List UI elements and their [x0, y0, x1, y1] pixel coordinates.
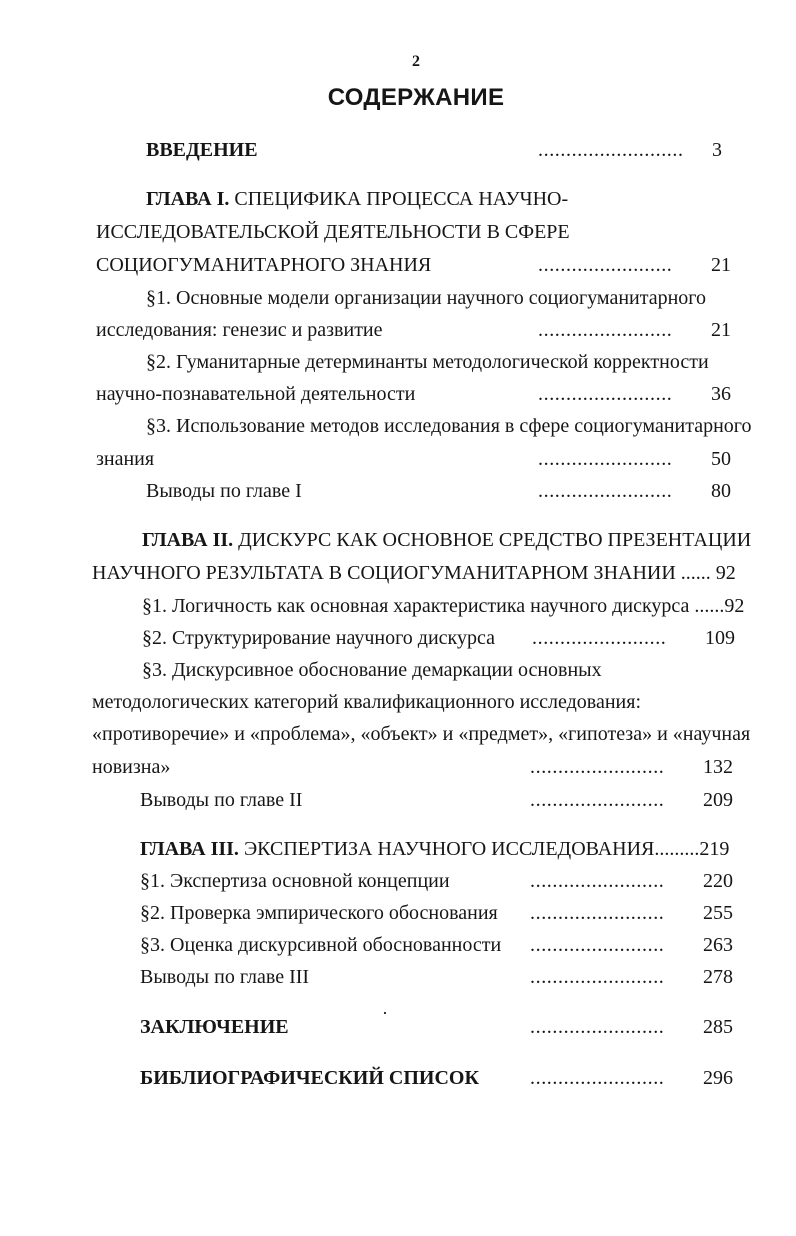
toc-ch1-s2-line2: научно-познавательной деятельности	[96, 383, 416, 405]
toc-leader: ........................	[538, 480, 673, 502]
toc-leader: ........................	[538, 319, 673, 341]
toc-leader: ........................	[530, 1067, 665, 1089]
toc-ch2-s1: §1. Логичность как основная характеристика научного дискурса ......92	[142, 595, 745, 617]
toc-ch1-s2-line1: §2. Гуманитарные детерминанты методологической корректности	[146, 351, 709, 373]
toc-chapter2-line2: НАУЧНОГО РЕЗУЛЬТАТА В СОЦИОГУМАНИТАРНОМ ЗНАНИИ ...... 92	[92, 562, 736, 584]
page-number: 2	[412, 53, 420, 70]
toc-chapter1-title-2: ИССЛЕДОВАТЕЛЬСКОЙ ДЕЯТЕЛЬНОСТИ В СФЕРЕ	[96, 221, 570, 243]
toc-ch2-s2-page: 109	[705, 627, 735, 649]
toc-leader: ........................	[532, 627, 667, 649]
toc-ch1-s3-page: 50	[711, 448, 731, 470]
toc-intro-page: 3	[712, 139, 722, 161]
toc-ch3-s2-label: §2. Проверка эмпирического обоснования	[140, 902, 498, 924]
toc-chapter1-line1	[146, 187, 568, 211]
toc-ch1-s3-line2: знания	[96, 448, 155, 470]
toc-leader: ........................	[530, 1016, 665, 1038]
toc-ch2-conclusion-label: Выводы по главе II	[140, 789, 303, 811]
toc-leader: ..........................	[538, 139, 684, 161]
toc-bibliography-label: БИБЛИОГРАФИЧЕСКИЙ СПИСОК	[140, 1067, 479, 1089]
toc-chapter1-prefix: ГЛАВА I.	[146, 188, 230, 210]
toc-chapter2-prefix: ГЛАВА II.	[142, 529, 234, 551]
toc-bibliography-page: 296	[703, 1067, 733, 1089]
toc-ch2-s2-label: §2. Структурирование научного дискурса	[142, 627, 495, 649]
toc-ch2-s3-line2: методологических категорий квалификационного исследования:	[92, 691, 642, 713]
toc-chapter3-page: 219	[699, 838, 730, 860]
toc-chapter1-title-3: СОЦИОГУМАНИТАРНОГО ЗНАНИЯ	[96, 254, 432, 276]
toc-chapter2-line1	[142, 528, 751, 552]
toc-ch3-s3-label: §3. Оценка дискурсивной обоснованности	[140, 934, 502, 956]
toc-ch3-s1-label: §1. Экспертиза основной концепции	[140, 870, 450, 892]
toc-ch3-s1-page: 220	[703, 870, 733, 892]
toc-ch1-s1-page: 21	[711, 319, 731, 341]
toc-ch1-s1-line2: исследования: генезис и развитие	[96, 319, 383, 341]
toc-leader: ........................	[530, 756, 665, 778]
toc-leader: ........................	[538, 448, 673, 470]
toc-ch2-s3-page: 132	[703, 756, 733, 778]
toc-ch1-s3-line1: §3. Использование методов исследования в сфере социогуманитарного	[146, 415, 752, 437]
toc-leader: ........................	[530, 902, 665, 924]
toc-ch3-s2-page: 255	[703, 902, 733, 924]
toc-ch1-s1-line1: §1. Основные модели организации научного социогуманитарного	[146, 287, 706, 309]
toc-ch1-conclusion-label: Выводы по главе I	[146, 480, 302, 502]
toc-ch3-conclusion-page: 278	[703, 966, 733, 988]
toc-chapter1-title-1: СПЕЦИФИКА ПРОЦЕССА НАУЧНО-	[229, 188, 569, 210]
toc-ch1-conclusion-page: 80	[711, 480, 731, 502]
toc-chapter3-title: ЭКСПЕРТИЗА НАУЧНОГО ИССЛЕДОВАНИЯ	[238, 838, 655, 860]
toc-ch2-s3-line1: §3. Дискурсивное обоснование демаркации основных	[142, 659, 602, 681]
toc-leader: ........................	[530, 966, 665, 988]
toc-final-page: 285	[703, 1016, 733, 1038]
toc-chapter1-page: 21	[711, 254, 731, 276]
toc-ch3-s3-page: 263	[703, 934, 733, 956]
toc-intro-label: ВВЕДЕНИЕ	[146, 139, 258, 161]
toc-leader: ........................	[538, 383, 673, 405]
toc-leader: ........................	[530, 934, 665, 956]
toc-leader: ........................	[530, 870, 665, 892]
toc-ch3-conclusion-label: Выводы по главе III	[140, 966, 310, 988]
toc-chapter3-prefix: ГЛАВА III.	[140, 838, 239, 860]
toc-ch2-s1-page: 92	[724, 595, 745, 617]
toc-ch1-s2-page: 36	[711, 383, 731, 405]
toc-leader: ........................	[530, 789, 665, 811]
toc-chapter2-title-1: ДИСКУРС КАК ОСНОВНОЕ СРЕДСТВО ПРЕЗЕНТАЦИИ	[233, 529, 752, 551]
page-title: СОДЕРЖАНИЕ	[327, 84, 505, 111]
toc-chapter3: ГЛАВА III. ЭКСПЕРТИЗА НАУЧНОГО ИССЛЕДОВАНИЯ.........219	[140, 838, 730, 860]
toc-ch2-s1-label: §1. Логичность как основная характеристика научного дискурса	[142, 595, 690, 617]
toc-ch2-s3-line3: «противоречие» и «проблема», «объект» и «предмет», «гипотеза» и «научная	[92, 723, 751, 745]
toc-ch2-s3-line4: новизна»	[92, 756, 171, 778]
toc-chapter2-page: 92	[715, 562, 736, 584]
toc-final-label: ЗАКЛЮЧЕНИЕ	[140, 1016, 289, 1038]
toc-ch2-conclusion-page: 209	[703, 789, 733, 811]
toc-chapter2-title-2: НАУЧНОГО РЕЗУЛЬТАТА В СОЦИОГУМАНИТАРНОМ ЗНАНИИ	[92, 562, 676, 584]
toc-leader: ........................	[538, 254, 673, 276]
scan-speck	[384, 1012, 386, 1014]
